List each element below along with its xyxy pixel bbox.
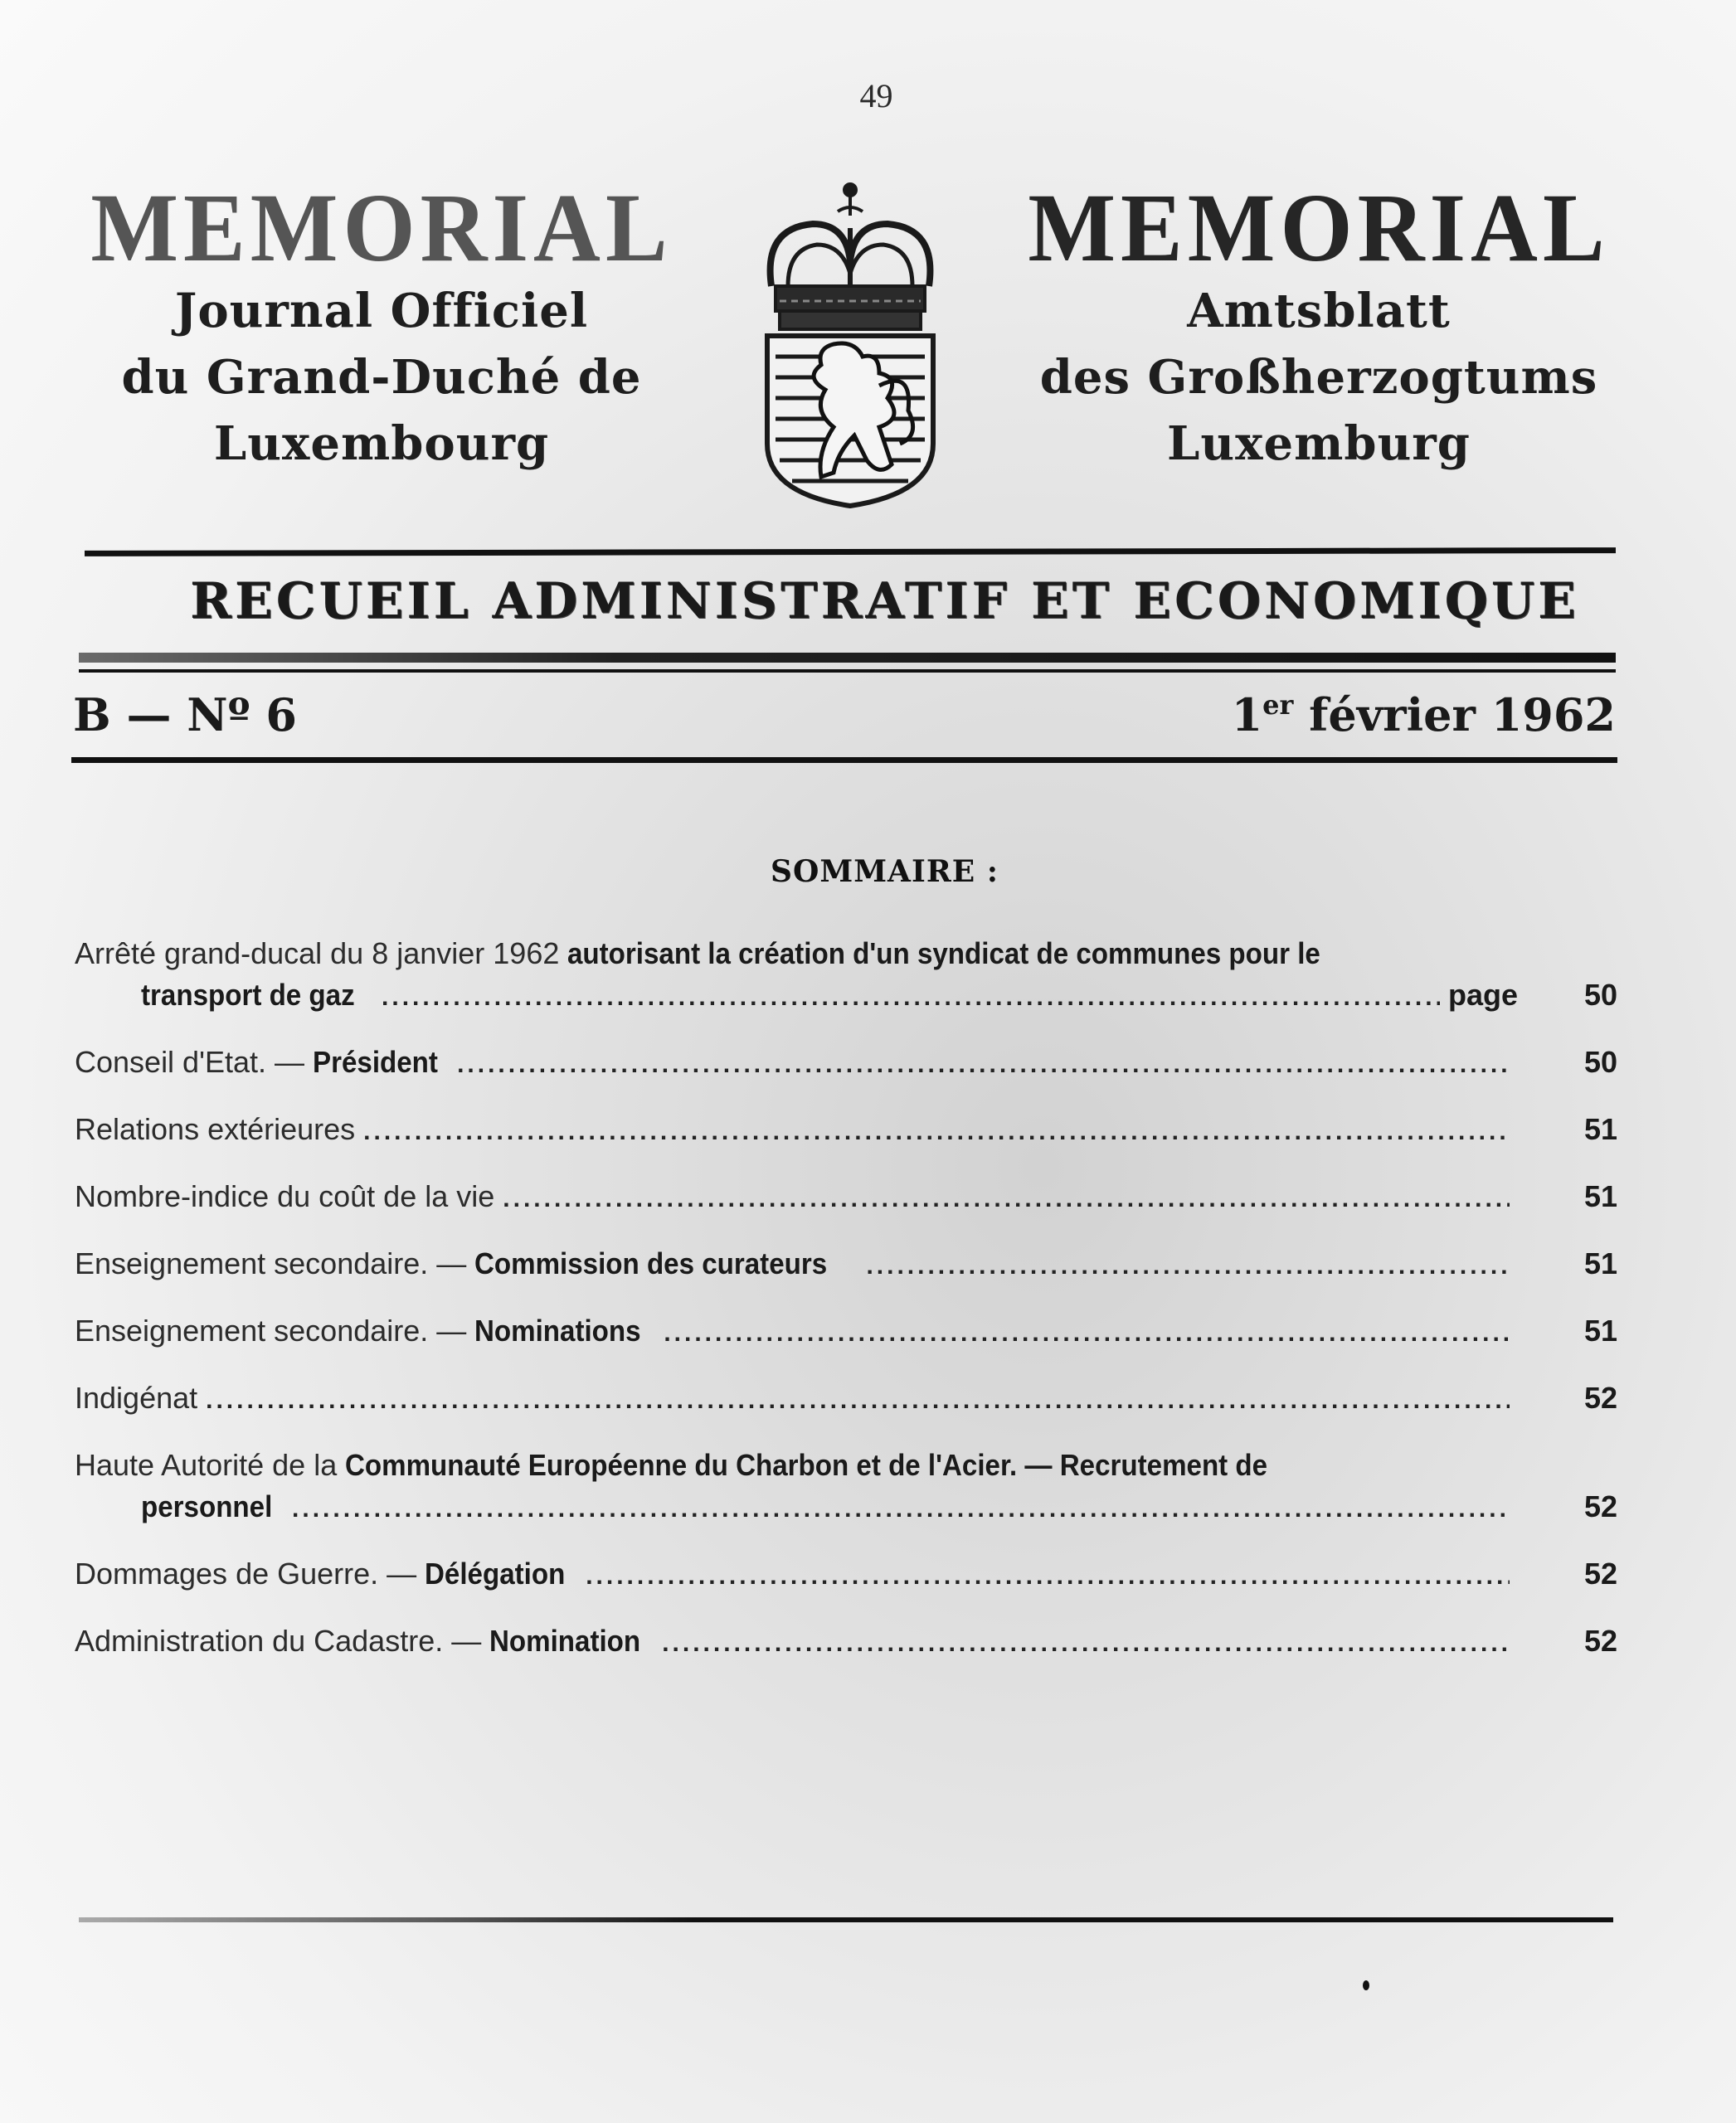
toc-line [75,1445,1518,1486]
toc-leader-dots [664,1313,1510,1354]
toc-entry[interactable] [75,1109,1617,1153]
issue-date-rest: février 1962 [1309,688,1616,741]
toc-title: Enseignement secondaire. — [75,1314,467,1348]
toc-page-number: 51 [1583,1179,1617,1213]
masthead-subtitle-de-3: Luxemburg [1167,416,1471,471]
rule-double-thick [79,653,1616,663]
toc-leader-dots [662,1623,1510,1664]
toc-line [75,974,1518,1018]
toc-entry[interactable] [75,1553,1617,1597]
masthead-subtitle-fr-3: Luxembourg [213,416,550,471]
toc-line [75,1486,1518,1530]
toc-title-bold: Président [313,1045,438,1079]
toc-line [75,1310,1518,1354]
toc-entry[interactable] [75,1310,1617,1354]
toc-leader-dots [363,1111,1510,1153]
masthead [66,173,1626,510]
toc-page-number: 52 [1583,1489,1617,1523]
sommaire-heading: SOMMAIRE : [770,854,999,889]
toc-page-number: 52 [1583,1624,1617,1658]
toc-title: Nombre-indice du coût de la vie [75,1179,495,1213]
toc-entry[interactable] [75,1243,1617,1287]
toc-line [75,1620,1518,1664]
toc-line [75,1042,1518,1086]
toc-page-number: 50 [1583,1045,1617,1079]
section-heading: RECUEIL ADMINISTRATIF ET ECONOMIQUE [190,572,1579,630]
masthead-subtitle-de-2: des Großherzogtums [1039,350,1598,405]
issue-row [73,688,1616,755]
toc-title-bold: Nomination [489,1624,641,1658]
toc-title: Arrêté grand-ducal du 8 janvier 1962 [75,936,560,970]
toc-leader-dots [382,977,1440,1018]
toc-title: Relations extérieures [75,1112,356,1146]
toc-leader-dots [457,1044,1510,1086]
toc-line [75,1553,1518,1597]
rule-bottom [79,1917,1613,1922]
toc-line [75,1176,1518,1220]
masthead-french [66,173,697,477]
table-of-contents [75,933,1617,1664]
toc-line [75,933,1518,974]
toc-page-number: 51 [1583,1246,1617,1280]
issue-number: B — Nº 6 [73,688,297,741]
masthead-subtitle-fr-1: Journal Officiel [174,284,589,338]
toc-leader-dots [586,1556,1510,1597]
toc-line [75,1109,1518,1153]
toc-leader-dots [503,1178,1510,1220]
toc-title: Administration du Cadastre. — [75,1624,482,1658]
rule-below-issue [71,757,1617,763]
toc-page-number: 51 [1583,1314,1617,1348]
toc-title-bold: Commission des curateurs [474,1246,828,1280]
toc-title: Indigénat [75,1381,198,1415]
toc-title: Conseil d'Etat. — [75,1045,304,1079]
toc-page-word: page [1447,978,1518,1012]
toc-title-bold: Communauté Européenne du Charbon et de l'Acier. — Recrutement de [345,1448,1268,1482]
toc-title: Haute Autorité de la [75,1448,338,1482]
toc-page-number: 52 [1583,1557,1617,1591]
toc-line [75,1243,1518,1287]
toc-entry[interactable] [75,1620,1617,1664]
toc-entry[interactable] [75,1377,1617,1421]
toc-title-bold: Nominations [474,1314,641,1348]
toc-line [75,1377,1518,1421]
toc-leader-dots [206,1380,1510,1421]
ink-speck [1363,1980,1369,1990]
toc-entry[interactable] [75,933,1617,1018]
toc-leader-dots [292,1489,1510,1530]
issue-date-suffix: er [1262,689,1294,721]
rule-double-thin [79,669,1616,673]
toc-page-number: 51 [1583,1112,1617,1146]
toc-entry[interactable] [75,1176,1617,1220]
toc-title-continuation: transport de gaz [141,978,355,1012]
masthead-subtitle-de-1: Amtsblatt [1187,284,1451,338]
toc-title-bold: autorisant la création d'un syndicat de communes pour le [567,936,1321,970]
masthead-german [1004,173,1634,477]
toc-page-number: 50 [1583,978,1617,1012]
toc-entry[interactable] [75,1042,1617,1086]
toc-title-continuation: personnel [141,1489,273,1523]
page-number: 49 [859,77,893,114]
masthead-subtitle-fr-2: du Grand-Duché de [121,350,642,405]
toc-title-bold: Délégation [425,1557,566,1591]
toc-title: Dommages de Guerre. — [75,1557,417,1591]
toc-leader-dots [866,1246,1510,1287]
masthead-title-de: MEMORIAL [1028,173,1610,283]
coat-of-arms-icon [755,178,946,510]
toc-page-number: 52 [1583,1381,1617,1415]
issue-date [1232,688,1616,741]
rule-top [85,547,1616,556]
masthead-title-fr: MEMORIAL [90,173,673,283]
toc-title: Enseignement secondaire. — [75,1246,467,1280]
issue-date-day: 1 [1231,688,1263,741]
toc-entry[interactable] [75,1445,1617,1530]
